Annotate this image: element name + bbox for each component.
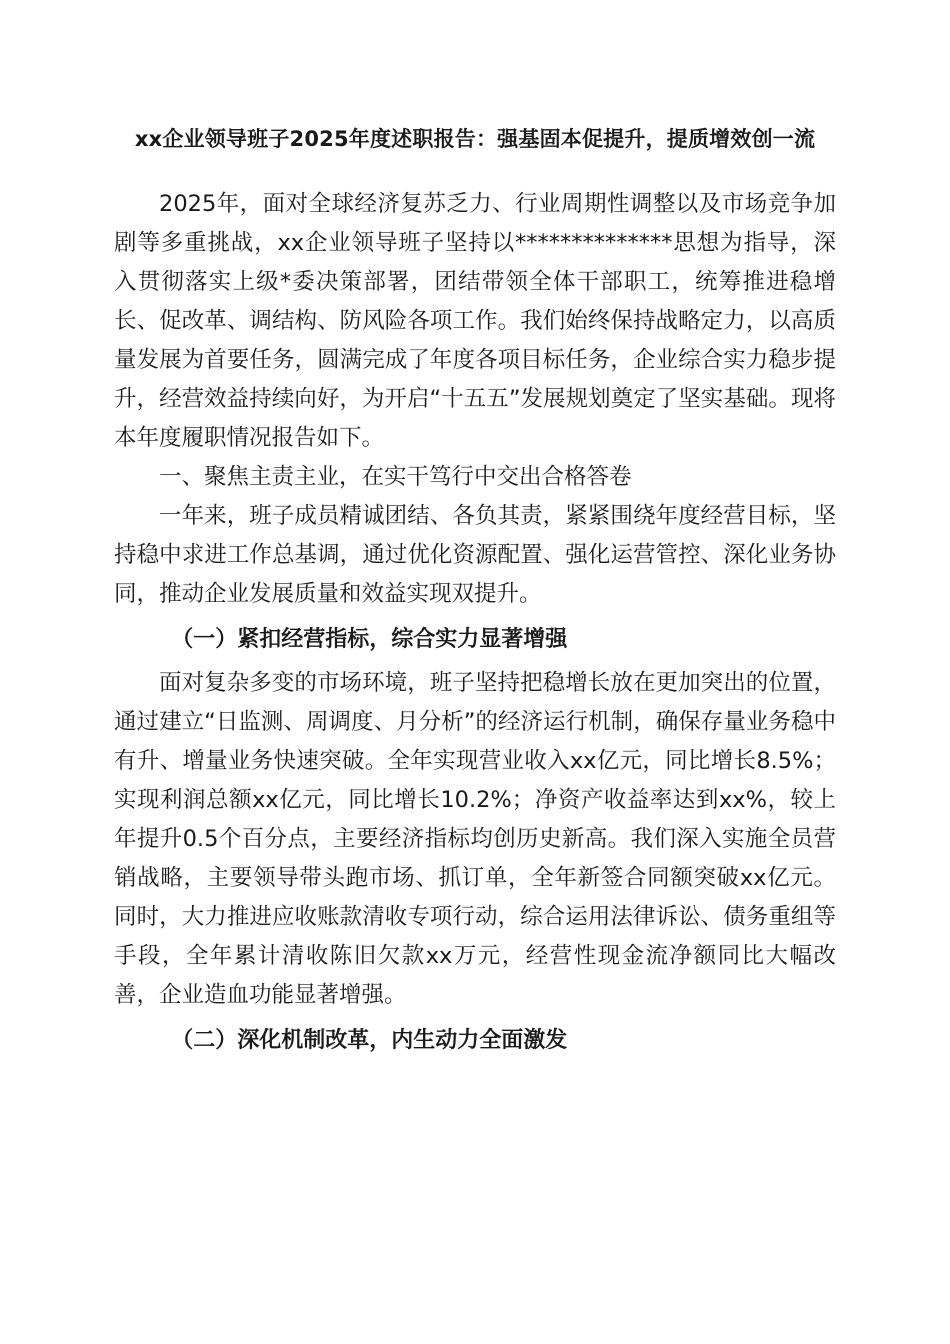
subsection-2-heading: （二）深化机制改革，内生动力全面激发 — [171, 1028, 568, 1053]
subsection-1-body: 面对复杂多变的市场环境，班子坚持把稳增长放在更加突出的位置，通过建立“日监测、周调度、月分析”的经济运行机制，确保存量业务稳中有升、增量业务快速突破。全年实现营业收入xx亿元，同比增长8.5%；实现利润总额xx亿元，同比增长10.2%；净资产收益率达到xx%，较上年提升0.5个百分点，主要经济指标均创历史新高。我们深入实施全员营销战略，主要领导带头跑市场、抓订单，全年新签合同额突破xx亿元。同时，大力推进应收账款清收专项行动，综合运用法律诉讼、债务重组等手段，全年累计清收陈旧欠款xx万元，经营性现金流净额同比大幅改善，企业造血功能显著增强。 — [114, 670, 836, 1008]
section-1-body: 一年来，班子成员精诚团结、各负其责，紧紧围绕年度经营目标，坚持稳中求进工作总基调，通过优化资源配置、强化运营管控、深化业务协同，推动企业发展质量和效益实现双提升。 — [114, 503, 836, 607]
section-1-heading: 一、聚焦主责主业，在实干笃行中交出合格答卷 — [159, 464, 632, 490]
document-page — [114, 118, 836, 1065]
intro-paragraph: 2025年，面对全球经济复苏乏力、行业周期性调整以及市场竞争加剧等多重挑战，xx企业领导班子坚持以**************思想为指导，深入贯彻落实上级*委决策部署，团结带领全体干部职工，统筹推进稳增长、促改革、调结构、防风险各项工作。我们始终保持战略定力，以高质量发展为首要任务，圆满完成了年度各项目标任务，企业综合实力稳步提升，经营效益持续向好，为开启“十五五”发展规划奠定了坚实基础。现将本年度履职情况报告如下。 — [114, 191, 836, 451]
document-title: xx企业领导班子2025年度述职报告：强基固本促提升，提质增效创一流 — [134, 127, 816, 151]
subsection-1-heading: （一）紧扣经营指标，综合实力显著增强 — [171, 627, 568, 652]
